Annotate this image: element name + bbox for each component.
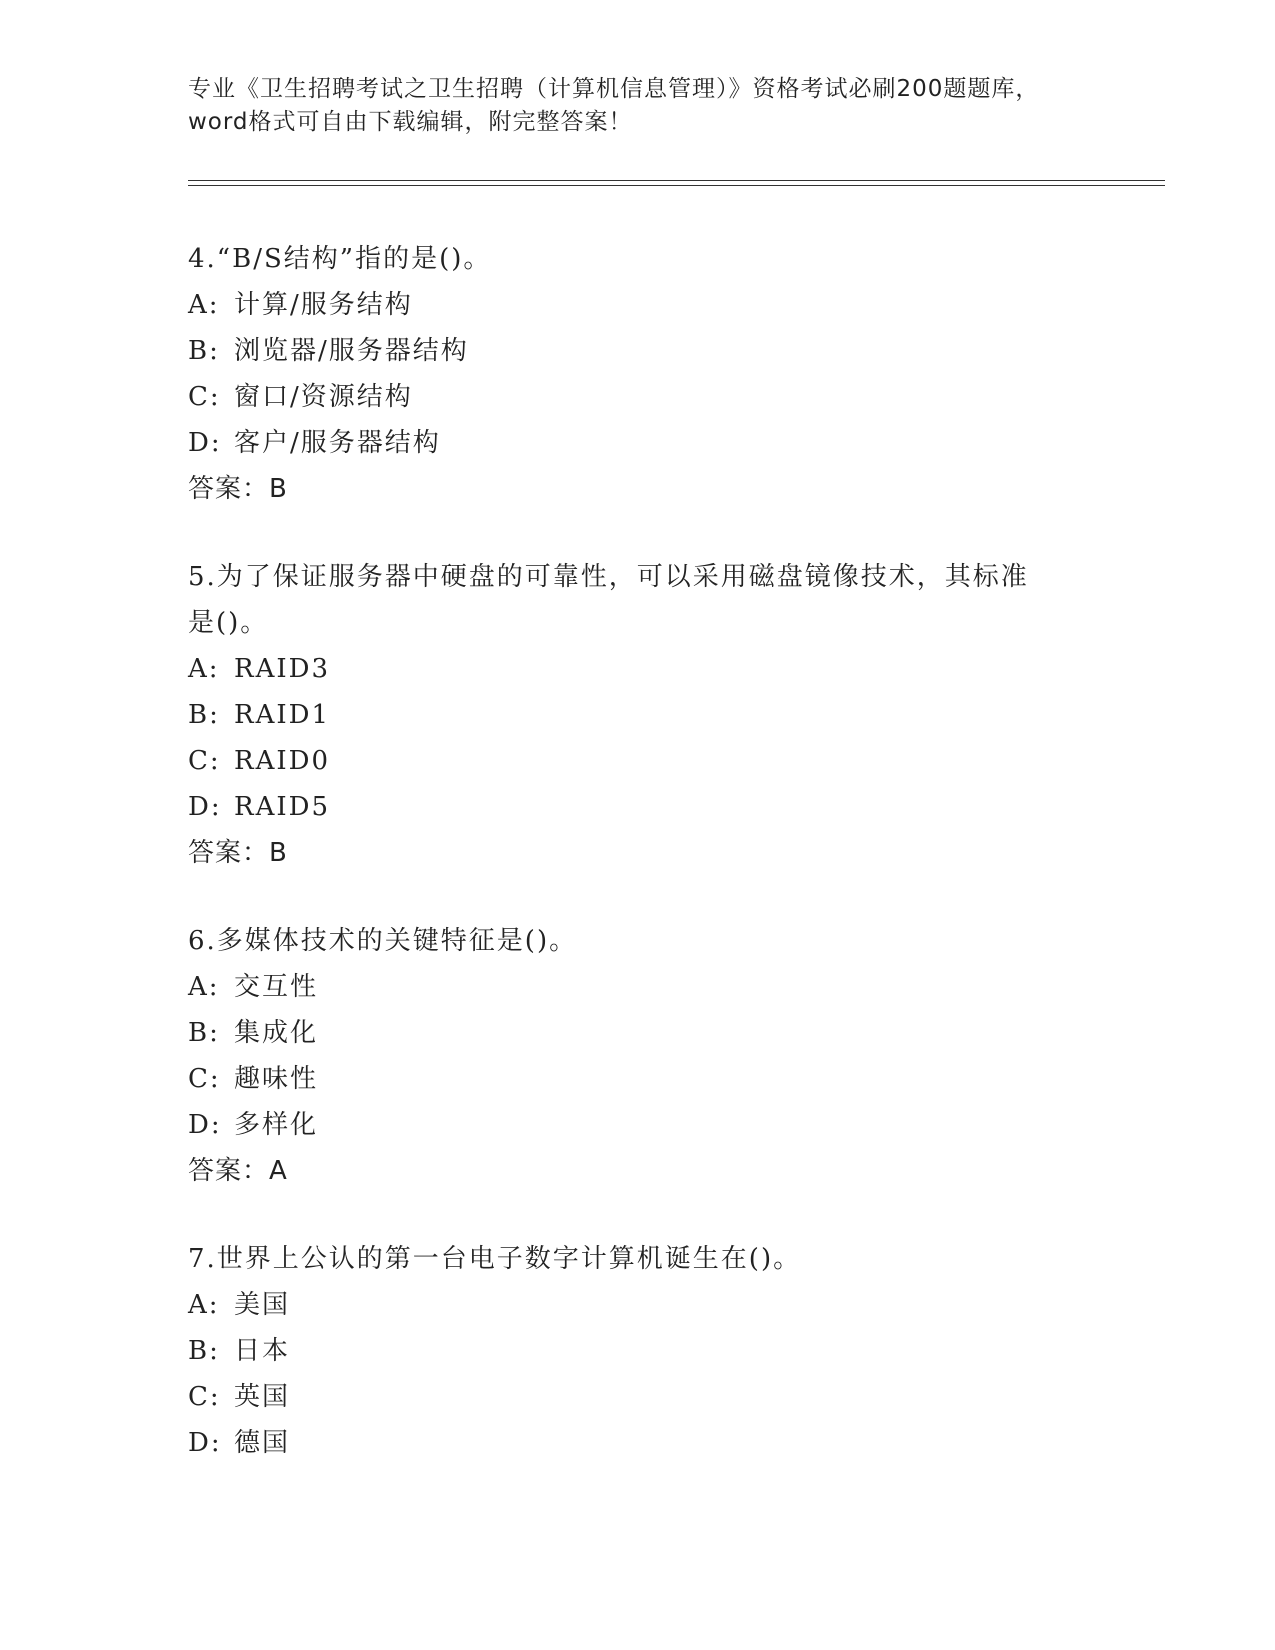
option-letter: C:: [188, 746, 221, 776]
option-a: [188, 964, 1088, 1010]
option-c: [188, 374, 1088, 420]
question-text: 5.为了保证服务器中硬盘的可靠性，可以采用磁盘镜像技术，其标准是()。: [188, 562, 1029, 638]
option-d: [188, 420, 1088, 466]
question-text: 4.“B/S结构”指的是()。: [188, 244, 492, 274]
option-text: 日本: [234, 1336, 291, 1366]
option-letter: D:: [188, 428, 222, 458]
header-divider-bottom: [188, 185, 1165, 186]
option-letter: A:: [188, 290, 220, 320]
question-text: 7.世界上公认的第一台电子数字计算机诞生在()。: [188, 1244, 802, 1274]
option-letter: C:: [188, 1064, 221, 1094]
option-text: 多样化: [234, 1110, 319, 1140]
option-text: 英国: [234, 1382, 291, 1412]
option-a: [188, 282, 1088, 328]
option-text: RAID0: [234, 746, 331, 776]
document-header: [188, 73, 1088, 139]
question-list: [188, 236, 1088, 1508]
question-5: [188, 554, 1088, 876]
option-d: [188, 1102, 1088, 1148]
option-letter: B:: [188, 1018, 220, 1048]
option-a: [188, 646, 1088, 692]
option-text: 集成化: [234, 1018, 319, 1048]
answer-line: 答案：B: [188, 474, 288, 504]
option-d: [188, 784, 1088, 830]
option-letter: A:: [188, 654, 220, 684]
option-c: [188, 738, 1088, 784]
header-divider-top: [188, 180, 1165, 181]
option-letter: D:: [188, 1428, 222, 1458]
question-6: [188, 918, 1088, 1194]
option-letter: A:: [188, 972, 220, 1002]
option-a: [188, 1282, 1088, 1328]
answer-line: 答案：B: [188, 838, 288, 868]
option-text: 计算/服务结构: [234, 290, 413, 320]
option-d: [188, 1420, 1088, 1466]
option-letter: B:: [188, 1336, 220, 1366]
option-c: [188, 1374, 1088, 1420]
option-text: 德国: [234, 1428, 291, 1458]
option-text: 趣味性: [234, 1064, 319, 1094]
answer-line: 答案：A: [188, 1156, 288, 1186]
option-letter: A:: [188, 1290, 220, 1320]
option-letter: C:: [188, 382, 221, 412]
option-b: [188, 1328, 1088, 1374]
question-text: 6.多媒体技术的关键特征是()。: [188, 926, 578, 956]
option-b: [188, 692, 1088, 738]
option-letter: D:: [188, 792, 222, 822]
option-letter: B:: [188, 700, 220, 730]
question-4: [188, 236, 1088, 512]
option-text: RAID3: [234, 654, 331, 684]
option-letter: D:: [188, 1110, 222, 1140]
option-b: [188, 1010, 1088, 1056]
option-text: 窗口/资源结构: [234, 382, 413, 412]
header-line-2: word格式可自由下载编辑，附完整答案！: [188, 109, 633, 135]
option-letter: B:: [188, 336, 220, 366]
option-text: RAID1: [234, 700, 331, 730]
option-text: 交互性: [234, 972, 319, 1002]
option-text: 客户/服务器结构: [234, 428, 441, 458]
header-line-1: 专业《卫生招聘考试之卫生招聘（计算机信息管理）》资格考试必刷200题题库，: [188, 76, 1040, 102]
question-7: [188, 1236, 1088, 1466]
option-text: RAID5: [234, 792, 331, 822]
option-text: 浏览器/服务器结构: [234, 336, 469, 366]
option-letter: C:: [188, 1382, 221, 1412]
option-b: [188, 328, 1088, 374]
option-text: 美国: [234, 1290, 291, 1320]
option-c: [188, 1056, 1088, 1102]
